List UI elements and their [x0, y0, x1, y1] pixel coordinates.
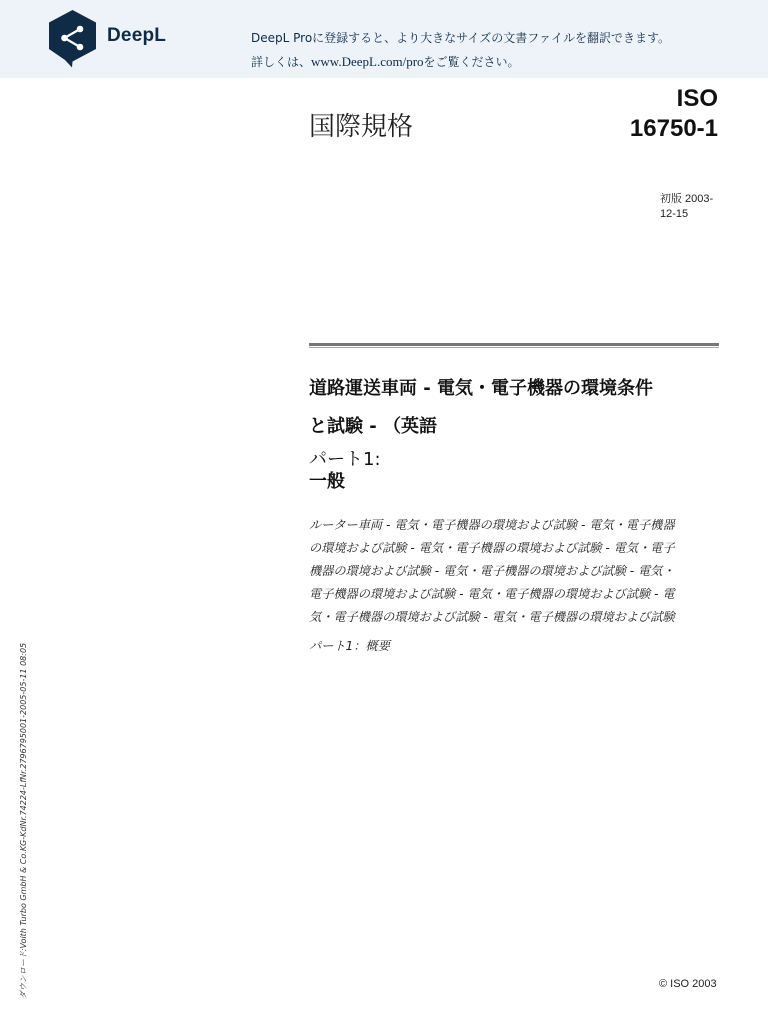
alt-title-line: の環境および試験 - 電気・電子機器の環境および試験 - 電気・電子: [309, 541, 675, 555]
alt-title-line: 機器の環境および試験 - 電気・電子機器の環境および試験 - 電気・: [309, 564, 675, 578]
document-type-heading: 国際規格: [309, 112, 414, 142]
title-divider: [309, 343, 719, 346]
edition-line-2: 12-15: [660, 208, 689, 220]
copyright-notice: © ISO 2003: [659, 978, 717, 990]
document-title: [309, 370, 729, 446]
part-name: 一般: [309, 471, 345, 492]
alt-title-line: 気・電子機器の環境および試験 - 電気・電子機器の環境および試験: [309, 610, 675, 624]
part-heading: [309, 449, 381, 493]
iso-standard-code: [630, 84, 718, 144]
banner-line-1: DeepL Proに登録すると、より大きなサイズの文書ファイルを翻訳できます。: [251, 31, 671, 45]
download-watermark: ダウンロード:Voith Turbo GmbH & Co.KG-KdNr.74224-LfNr.2796795001-2005-05-11 08:05: [19, 642, 28, 1000]
title-line-1: 道路運送車両 - 電気・電子機器の環境条件: [309, 378, 654, 399]
deepl-pro-banner: [0, 0, 768, 78]
iso-number: 16750-1: [629, 115, 718, 142]
alternate-title: [309, 514, 729, 629]
alt-title-line: 電子機器の環境および試験 - 電気・電子機器の環境および試験 - 電: [309, 587, 675, 601]
alt-title-line: ルーター車両 - 電気・電子機器の環境および試験 - 電気・電子機器: [309, 518, 675, 532]
edition-date: [660, 192, 730, 222]
deepl-logo-icon[interactable]: [47, 9, 98, 68]
part-label: パート1:: [309, 449, 381, 470]
deepl-logo-text[interactable]: DeepL: [107, 25, 167, 46]
banner-line-2: [251, 50, 670, 74]
edition-line-1: 初版 2003-: [660, 193, 714, 205]
banner-line-2-prefix: 詳しくは、: [251, 55, 312, 69]
title-line-2: と試験 - （英語: [309, 416, 438, 437]
banner-message: [251, 27, 670, 74]
banner-line-2-suffix: をご覧ください。: [423, 55, 520, 69]
deepl-pro-link[interactable]: www.DeepL.com/pro: [311, 54, 424, 69]
title-divider-thin: [309, 347, 719, 348]
iso-label: ISO: [676, 85, 718, 112]
alternate-part-title: パート1：概要: [309, 639, 390, 653]
